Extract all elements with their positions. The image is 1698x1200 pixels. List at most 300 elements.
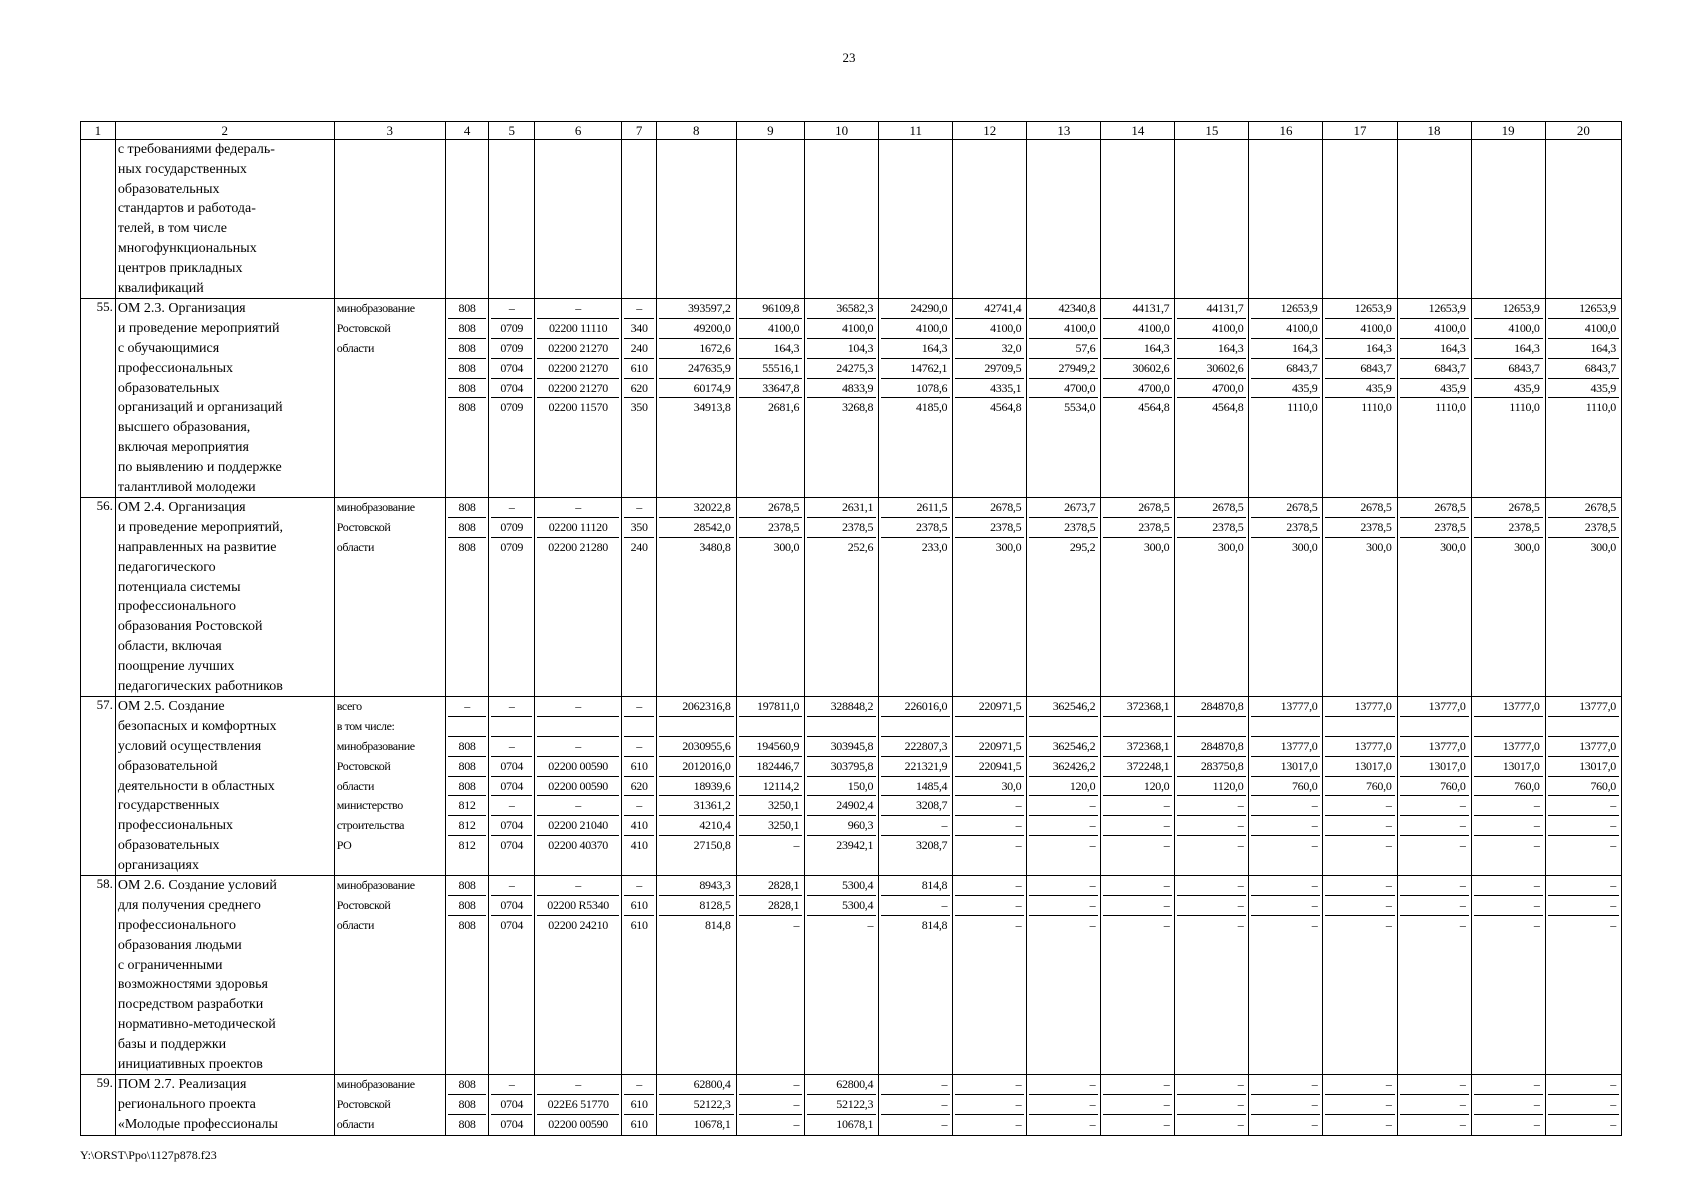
cell-value: 410 bbox=[624, 816, 654, 836]
measure-name-line: включая мероприятия bbox=[117, 439, 249, 455]
amount-cell bbox=[1323, 498, 1397, 697]
cell-value: 27949,2 bbox=[1029, 359, 1098, 379]
cell-value: 12653,9 bbox=[1325, 299, 1394, 319]
cell-value: 808 bbox=[448, 1075, 487, 1095]
measure-name-line: ОМ 2.4. Организация bbox=[117, 500, 246, 516]
measure-name-line: педагогических работников bbox=[117, 678, 283, 694]
cell-value: – bbox=[1548, 876, 1619, 896]
cell-value: – bbox=[1474, 896, 1543, 916]
cell-value: 2631,1 bbox=[807, 498, 876, 518]
executor bbox=[334, 299, 445, 498]
amount-cell bbox=[1545, 1075, 1621, 1135]
measure-name-line: ОМ 2.5. Создание bbox=[117, 699, 225, 715]
cell-value: – bbox=[955, 896, 1024, 916]
amount-cell bbox=[805, 498, 879, 697]
measure-name-line: высшего образования, bbox=[117, 420, 251, 436]
cell-value: 2378,5 bbox=[807, 518, 876, 538]
cell-value bbox=[739, 717, 803, 737]
code-cell bbox=[489, 1075, 535, 1135]
cell-value: 3268,8 bbox=[842, 400, 874, 415]
cell-value: 808 bbox=[448, 379, 487, 399]
cell-value: – bbox=[537, 1075, 619, 1095]
cell-value: 222807,3 bbox=[881, 737, 950, 757]
cell-value: 12114,2 bbox=[739, 777, 803, 797]
measure-name-line: образования Ростовской bbox=[117, 619, 263, 635]
cell-value: 2828,1 bbox=[739, 896, 803, 916]
cell-value: 303945,8 bbox=[807, 737, 876, 757]
amount-cell bbox=[805, 876, 879, 1075]
cell-value: 808 bbox=[448, 777, 487, 797]
executor-line: минобразование bbox=[336, 301, 415, 316]
cell-value: – bbox=[955, 816, 1024, 836]
cell-value: 4100,0 bbox=[1029, 319, 1098, 339]
amount-cell bbox=[879, 498, 953, 697]
measure-name-line: направленных на развитие bbox=[117, 539, 277, 555]
cell-value: – bbox=[1610, 918, 1616, 933]
measure-name bbox=[115, 876, 334, 1075]
cell-value: – bbox=[1325, 876, 1394, 896]
cell-value: 4100,0 bbox=[955, 319, 1024, 339]
measure-name-line: с требованиями федераль- bbox=[117, 142, 275, 157]
cell-value: 393597,2 bbox=[659, 299, 734, 319]
cell-value: 10678,1 bbox=[693, 1117, 731, 1132]
cell-value: – bbox=[1474, 1075, 1543, 1095]
cell-value: 0704 bbox=[491, 757, 532, 777]
executor-line: министерство bbox=[336, 798, 403, 813]
amount-cell bbox=[657, 1075, 737, 1135]
cell-value: 182446,7 bbox=[739, 757, 803, 777]
row-number: 55. bbox=[81, 299, 116, 498]
cell-value: 284870,8 bbox=[1177, 697, 1246, 717]
cell-value: 24290,0 bbox=[881, 299, 950, 319]
cell-value: 1110,0 bbox=[1287, 400, 1318, 415]
cell-value: 0709 bbox=[491, 339, 532, 359]
cell-value: 4100,0 bbox=[1400, 319, 1469, 339]
cell-value: 760,0 bbox=[1325, 777, 1394, 797]
amount-cell bbox=[805, 697, 879, 876]
amount-cell bbox=[1471, 498, 1545, 697]
code-cell bbox=[535, 697, 622, 876]
cell-value: – bbox=[1251, 1075, 1320, 1095]
cell-value: – bbox=[1533, 837, 1540, 852]
cell-value: – bbox=[881, 816, 950, 836]
cell-value: 760,0 bbox=[1400, 777, 1469, 797]
cell-value: 164,3 bbox=[1548, 339, 1619, 359]
measure-name-line: государственных bbox=[117, 798, 220, 814]
cell-value: – bbox=[1163, 837, 1170, 852]
measure-name-line: квалификаций bbox=[117, 280, 204, 296]
cell-value: 1110,0 bbox=[1585, 400, 1616, 415]
amount-cell bbox=[1175, 1075, 1249, 1135]
row-number: 57. bbox=[81, 697, 116, 876]
executor-line: области bbox=[336, 778, 375, 793]
cell-value: – bbox=[1029, 876, 1098, 896]
measure-name-line: стандартов и работода- bbox=[117, 201, 256, 217]
cell-value: 27150,8 bbox=[693, 837, 731, 852]
column-number: 5 bbox=[489, 122, 535, 140]
cell-value: 02200 00590 bbox=[537, 777, 619, 797]
executor-line: минобразование bbox=[336, 500, 415, 515]
code-cell bbox=[622, 140, 657, 299]
cell-value: – bbox=[1177, 1075, 1246, 1095]
measure-name-line: инициативных проектов bbox=[117, 1056, 263, 1072]
cell-value bbox=[1103, 717, 1172, 737]
measure-name-line: телей, в том числе bbox=[117, 221, 227, 237]
amount-cell bbox=[1471, 1075, 1545, 1135]
cell-value: 3250,1 bbox=[739, 816, 803, 836]
cell-value: 252,6 bbox=[847, 539, 874, 554]
row-number: 58. bbox=[81, 876, 116, 1075]
cell-value: 808 bbox=[458, 1117, 476, 1132]
cell-value: – bbox=[491, 737, 532, 757]
amount-cell bbox=[736, 1075, 805, 1135]
footer-file-path: Y:\ORST\Ppo\1127p878.f23 bbox=[80, 1148, 217, 1162]
cell-value: 300,0 bbox=[1217, 539, 1244, 554]
executor-line: Ростовской bbox=[336, 758, 391, 773]
cell-value: 0704 bbox=[500, 918, 524, 933]
cell-value: – bbox=[941, 1117, 948, 1132]
cell-value: 808 bbox=[448, 319, 487, 339]
amount-cell bbox=[1175, 498, 1249, 697]
cell-value: 13777,0 bbox=[1548, 737, 1619, 757]
cell-value: 0709 bbox=[500, 400, 524, 415]
amount-cell bbox=[1027, 498, 1101, 697]
cell-value: 2378,5 bbox=[1177, 518, 1246, 538]
cell-value: – bbox=[1103, 1075, 1172, 1095]
cell-value: 221321,9 bbox=[881, 757, 950, 777]
amount-cell bbox=[1249, 1075, 1323, 1135]
cell-value bbox=[1029, 717, 1098, 737]
measure-name-line: и проведение мероприятий, bbox=[117, 520, 284, 536]
cell-value: 610 bbox=[624, 757, 654, 777]
cell-value: 12653,9 bbox=[1474, 299, 1543, 319]
amount-cell bbox=[657, 299, 737, 498]
cell-value: – bbox=[739, 1075, 803, 1095]
cell-value: 362546,2 bbox=[1029, 737, 1098, 757]
cell-value: 4564,8 bbox=[1138, 400, 1170, 415]
cell-value: 4700,0 bbox=[1177, 379, 1246, 399]
cell-value: 300,0 bbox=[1514, 539, 1540, 554]
cell-value: 220941,5 bbox=[955, 757, 1024, 777]
amount-cell bbox=[1101, 1075, 1175, 1135]
amount-cell bbox=[736, 498, 805, 697]
measure-name-line: профессионального bbox=[117, 918, 236, 934]
cell-value: 44131,7 bbox=[1103, 299, 1172, 319]
cell-value: – bbox=[1089, 837, 1096, 852]
amount-cell bbox=[736, 299, 805, 498]
cell-value: 410 bbox=[630, 837, 648, 852]
cell-value: – bbox=[537, 737, 619, 757]
cell-value: – bbox=[1015, 837, 1022, 852]
cell-value: – bbox=[1610, 1117, 1616, 1132]
cell-value: – bbox=[1400, 896, 1469, 916]
cell-value: 284870,8 bbox=[1177, 737, 1246, 757]
executor-line: Ростовской bbox=[336, 520, 391, 535]
code-cell bbox=[489, 498, 535, 697]
cell-value: 13017,0 bbox=[1474, 757, 1543, 777]
amount-cell bbox=[1175, 299, 1249, 498]
cell-value: 164,3 bbox=[881, 339, 950, 359]
cell-value: 2678,5 bbox=[1548, 498, 1619, 518]
cell-value: 23942,1 bbox=[836, 837, 874, 852]
cell-value: 62800,4 bbox=[659, 1075, 734, 1095]
cell-value: 362426,2 bbox=[1029, 757, 1098, 777]
cell-value: – bbox=[1311, 1117, 1318, 1132]
amount-cell bbox=[1027, 697, 1101, 876]
cell-value: 760,0 bbox=[1548, 777, 1619, 797]
cell-value: – bbox=[624, 796, 654, 816]
column-number: 19 bbox=[1471, 122, 1545, 140]
cell-value: – bbox=[1177, 816, 1246, 836]
cell-value: – bbox=[1459, 837, 1466, 852]
cell-value: 300,0 bbox=[1366, 539, 1392, 554]
cell-value: – bbox=[1015, 1117, 1022, 1132]
column-number: 15 bbox=[1175, 122, 1249, 140]
cell-value: 812 bbox=[458, 837, 476, 852]
column-number: 1 bbox=[81, 122, 116, 140]
cell-value: 220971,5 bbox=[955, 737, 1024, 757]
amount-cell bbox=[1471, 697, 1545, 876]
cell-value: 0704 bbox=[491, 359, 532, 379]
cell-value: 300,0 bbox=[773, 539, 800, 554]
cell-value: 808 bbox=[458, 918, 476, 933]
amount-cell bbox=[736, 697, 805, 876]
executor-line: области bbox=[336, 340, 375, 355]
cell-value: – bbox=[1610, 837, 1616, 852]
cell-value: 808 bbox=[458, 400, 476, 415]
cell-value: 13777,0 bbox=[1325, 697, 1394, 717]
cell-value: – bbox=[1533, 918, 1540, 933]
row-number: 59. bbox=[81, 1075, 116, 1135]
cell-value: 0704 bbox=[491, 379, 532, 399]
budget-table bbox=[80, 121, 1622, 1136]
amount-cell bbox=[657, 697, 737, 876]
code-cell bbox=[622, 498, 657, 697]
cell-value: – bbox=[1311, 837, 1318, 852]
cell-value: 814,8 bbox=[881, 876, 950, 896]
measure-name-line: базы и поддержки bbox=[117, 1036, 227, 1052]
amount-cell bbox=[879, 1075, 953, 1135]
cell-value: 0704 bbox=[491, 1095, 532, 1115]
cell-value bbox=[1251, 717, 1320, 737]
amount-cell bbox=[1545, 876, 1621, 1075]
cell-value: 808 bbox=[448, 339, 487, 359]
cell-value: – bbox=[1325, 896, 1394, 916]
column-number: 3 bbox=[334, 122, 445, 140]
column-number: 12 bbox=[953, 122, 1027, 140]
cell-value: 30602,6 bbox=[1103, 359, 1172, 379]
cell-value: 4100,0 bbox=[881, 319, 950, 339]
executor-line: Ростовской bbox=[336, 1097, 391, 1112]
cell-value: 960,3 bbox=[807, 816, 876, 836]
cell-value: 02200 21270 bbox=[537, 379, 619, 399]
cell-value: 6843,7 bbox=[1251, 359, 1320, 379]
cell-value: 120,0 bbox=[1103, 777, 1172, 797]
cell-value: – bbox=[537, 697, 619, 717]
cell-value: 350 bbox=[624, 518, 654, 538]
cell-value: 02200 21040 bbox=[537, 816, 619, 836]
cell-value: – bbox=[1103, 816, 1172, 836]
cell-value: 2378,5 bbox=[1251, 518, 1320, 538]
cell-value: 0704 bbox=[491, 777, 532, 797]
measure-name-line: и проведение мероприятий bbox=[117, 321, 280, 337]
measure-name-line: ных государственных bbox=[117, 161, 247, 177]
cell-value: – bbox=[491, 796, 532, 816]
cell-value: 150,0 bbox=[807, 777, 876, 797]
cell-value: 1110,0 bbox=[1435, 400, 1466, 415]
cell-value: 13017,0 bbox=[1400, 757, 1469, 777]
measure-name-line: образовательных bbox=[117, 181, 220, 197]
cell-value: 4100,0 bbox=[1325, 319, 1394, 339]
measure-name-line: ОМ 2.6. Создание условий bbox=[117, 878, 277, 894]
cell-value: 5300,4 bbox=[807, 896, 876, 916]
amount-cell bbox=[953, 876, 1027, 1075]
cell-value: 31361,2 bbox=[659, 796, 734, 816]
executor-line: всего bbox=[336, 699, 362, 714]
cell-value: 164,3 bbox=[1474, 339, 1543, 359]
table-row bbox=[81, 498, 1622, 697]
measure-name-line: образовательной bbox=[117, 758, 218, 774]
amount-cell bbox=[1545, 140, 1621, 299]
amount-cell bbox=[657, 140, 737, 299]
cell-value: – bbox=[624, 1075, 654, 1095]
cell-value: – bbox=[1177, 1095, 1246, 1115]
code-cell bbox=[535, 1075, 622, 1135]
cell-value: 2678,5 bbox=[1103, 498, 1172, 518]
cell-value: – bbox=[537, 498, 619, 518]
amount-cell bbox=[953, 299, 1027, 498]
amount-cell bbox=[953, 697, 1027, 876]
executor-line: в том числе: bbox=[336, 719, 395, 734]
cell-value: 02200 00590 bbox=[537, 757, 619, 777]
measure-name-line: профессиональных bbox=[117, 818, 233, 834]
cell-value: 32022,8 bbox=[659, 498, 734, 518]
cell-value: 2378,5 bbox=[1474, 518, 1543, 538]
code-cell bbox=[489, 140, 535, 299]
cell-value: 808 bbox=[458, 539, 476, 554]
cell-value: 2378,5 bbox=[1325, 518, 1394, 538]
cell-value: 328848,2 bbox=[807, 697, 876, 717]
amount-cell bbox=[1471, 140, 1545, 299]
cell-value: 49200,0 bbox=[659, 319, 734, 339]
amount-cell bbox=[1471, 299, 1545, 498]
cell-value: 1110,0 bbox=[1361, 400, 1392, 415]
cell-value: 52122,3 bbox=[659, 1095, 734, 1115]
amount-cell bbox=[953, 1075, 1027, 1135]
amount-cell bbox=[1175, 876, 1249, 1075]
cell-value: 808 bbox=[448, 737, 487, 757]
cell-value: 4185,0 bbox=[916, 400, 948, 415]
cell-value: 02200 40370 bbox=[548, 837, 608, 852]
cell-value: 2030955,6 bbox=[659, 737, 734, 757]
cell-value: – bbox=[1400, 1095, 1469, 1115]
cell-value: 164,3 bbox=[739, 339, 803, 359]
cell-value: – bbox=[1163, 1117, 1170, 1132]
cell-value: 36582,3 bbox=[807, 299, 876, 319]
cell-value: – bbox=[1029, 1095, 1098, 1115]
amount-cell bbox=[879, 299, 953, 498]
cell-value: – bbox=[1474, 876, 1543, 896]
cell-value: – bbox=[1400, 1075, 1469, 1095]
cell-value: – bbox=[624, 737, 654, 757]
executor bbox=[334, 697, 445, 876]
cell-value: 808 bbox=[448, 498, 487, 518]
amount-cell bbox=[1027, 1075, 1101, 1135]
cell-value: 164,3 bbox=[1103, 339, 1172, 359]
amount-cell bbox=[1027, 876, 1101, 1075]
cell-value: – bbox=[491, 876, 532, 896]
cell-value: 814,8 bbox=[921, 918, 948, 933]
amount-cell bbox=[1545, 697, 1621, 876]
executor bbox=[334, 498, 445, 697]
cell-value: – bbox=[793, 918, 800, 933]
measure-name-line: ПОМ 2.7. Реализация bbox=[117, 1077, 247, 1093]
cell-value: 340 bbox=[624, 319, 654, 339]
cell-value: 4100,0 bbox=[1177, 319, 1246, 339]
amount-cell bbox=[805, 299, 879, 498]
code-cell bbox=[445, 697, 489, 876]
cell-value: 13777,0 bbox=[1251, 737, 1320, 757]
cell-value: 8128,5 bbox=[659, 896, 734, 916]
cell-value: 1110,0 bbox=[1509, 400, 1540, 415]
cell-value: 2678,5 bbox=[1177, 498, 1246, 518]
amount-cell bbox=[1397, 876, 1471, 1075]
cell-value: – bbox=[1385, 1117, 1392, 1132]
cell-value: 1078,6 bbox=[881, 379, 950, 399]
column-number: 17 bbox=[1323, 122, 1397, 140]
amount-cell bbox=[953, 498, 1027, 697]
cell-value bbox=[624, 717, 654, 737]
cell-value: 233,0 bbox=[921, 539, 948, 554]
amount-cell bbox=[1323, 299, 1397, 498]
cell-value: – bbox=[1548, 1075, 1619, 1095]
cell-value: 10678,1 bbox=[836, 1117, 874, 1132]
cell-value: – bbox=[955, 1095, 1024, 1115]
table-row bbox=[81, 1075, 1622, 1135]
cell-value: – bbox=[1029, 816, 1098, 836]
cell-value: – bbox=[1548, 796, 1619, 816]
cell-value: 3480,8 bbox=[699, 539, 731, 554]
amount-cell bbox=[1397, 299, 1471, 498]
cell-value: 02200 24210 bbox=[548, 918, 608, 933]
cell-value: 02200 21270 bbox=[537, 339, 619, 359]
cell-value bbox=[1177, 717, 1246, 737]
code-cell bbox=[535, 498, 622, 697]
cell-value: – bbox=[1103, 796, 1172, 816]
cell-value: 812 bbox=[448, 816, 487, 836]
cell-value: 760,0 bbox=[1251, 777, 1320, 797]
cell-value: 28542,0 bbox=[659, 518, 734, 538]
cell-value: – bbox=[1015, 918, 1022, 933]
cell-value: 4833,9 bbox=[807, 379, 876, 399]
cell-value: – bbox=[1029, 1075, 1098, 1095]
code-cell bbox=[445, 498, 489, 697]
cell-value: – bbox=[1325, 1075, 1394, 1095]
code-cell bbox=[535, 140, 622, 299]
cell-value: 760,0 bbox=[1474, 777, 1543, 797]
cell-value: – bbox=[793, 837, 800, 852]
cell-value: 13777,0 bbox=[1251, 697, 1320, 717]
cell-value: – bbox=[1237, 918, 1244, 933]
cell-value: 0709 bbox=[491, 518, 532, 538]
cell-value: 34913,8 bbox=[693, 400, 731, 415]
cell-value: 60174,9 bbox=[659, 379, 734, 399]
cell-value: 13777,0 bbox=[1400, 737, 1469, 757]
cell-value: 30,0 bbox=[955, 777, 1024, 797]
amount-cell bbox=[805, 140, 879, 299]
column-number: 10 bbox=[805, 122, 879, 140]
amount-cell bbox=[1027, 299, 1101, 498]
